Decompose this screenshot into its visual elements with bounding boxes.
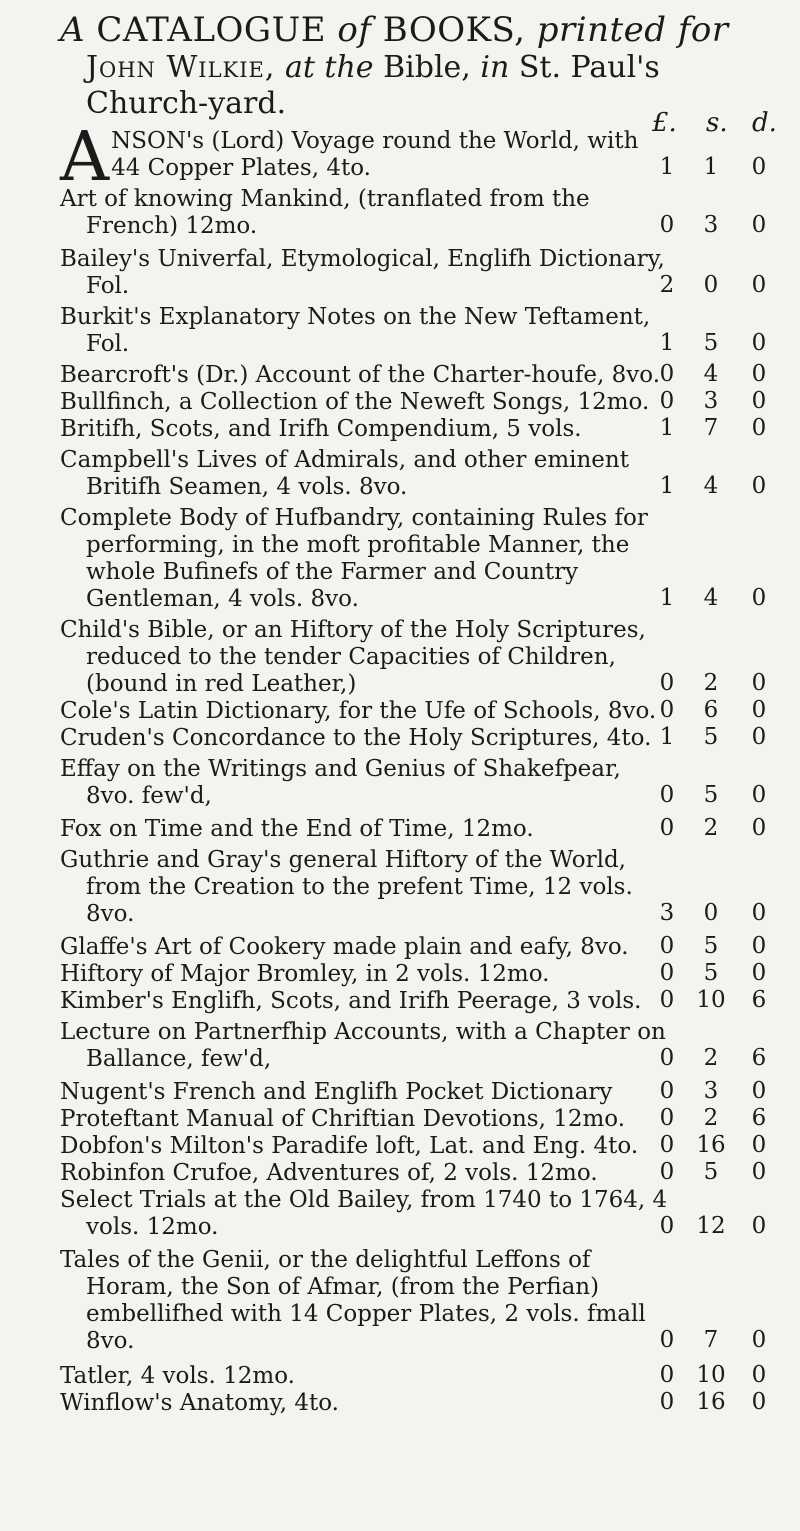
price-pence: 0 (751, 1213, 767, 1239)
book-price (652, 697, 782, 723)
book-entry (60, 362, 790, 389)
book-price (652, 670, 782, 696)
price-shillings: 5 (703, 782, 719, 808)
price-pence: 0 (751, 724, 767, 750)
price-pounds: 0 (659, 1132, 675, 1158)
header-printed-for: printed for (536, 10, 729, 50)
book-price (652, 782, 782, 808)
book-entry (60, 1390, 790, 1417)
book-entry (60, 1106, 790, 1133)
book-entry (60, 961, 790, 988)
book-title: Tatler, 4 vols. 12mo. (60, 1363, 295, 1389)
price-pounds: 0 (659, 933, 675, 959)
pounds-heading: £. (652, 108, 677, 138)
price-shillings: 7 (703, 415, 719, 441)
shillings-heading: s. (706, 108, 728, 138)
book-entry (60, 1133, 790, 1160)
book-entry (60, 698, 790, 725)
book-price (652, 272, 782, 298)
book-title: Proteftant Manual of Chriftian Devotions, 12mo. (60, 1106, 626, 1132)
header-line-2 (86, 50, 790, 86)
price-shillings: 2 (703, 1105, 719, 1131)
book-entry (60, 725, 790, 752)
header-line-3: Church-yard. (86, 86, 287, 121)
header-at-the: at the (284, 50, 374, 85)
book-entry (60, 756, 790, 810)
book-price (652, 415, 782, 441)
book-price (652, 1213, 782, 1239)
price-pence: 6 (751, 1105, 767, 1131)
book-entry (60, 304, 790, 358)
price-shillings: 5 (703, 1159, 719, 1185)
price-pence: 0 (751, 1078, 767, 1104)
price-pounds: 0 (659, 987, 675, 1013)
book-title: Tales of the Genii, or the delightful Leffons of Horam, the Son of Afmar, (from the Perfian) embellifhed with 14 Copper Plates, 2 vols. fmall 8vo. (60, 1247, 646, 1354)
book-price (652, 1389, 782, 1415)
book-title: Lecture on Partnerfhip Accounts, with a Chapter on Ballance, few'd, (60, 1019, 666, 1072)
price-pence: 0 (751, 697, 767, 723)
header-a: A (60, 10, 86, 50)
book-entry (60, 1160, 790, 1187)
price-shillings: 2 (703, 670, 719, 696)
price-shillings: 5 (703, 933, 719, 959)
book-price (652, 585, 782, 611)
price-shillings: 1 (703, 154, 719, 180)
price-pounds: 0 (659, 388, 675, 414)
header-books: BOOKS, (382, 10, 526, 50)
book-title: Cole's Latin Dictionary, for the Ufe of Schools, 8vo. (60, 698, 657, 724)
price-shillings: 7 (703, 1327, 719, 1353)
price-shillings: 5 (703, 960, 719, 986)
price-pounds: 0 (659, 670, 675, 696)
price-pounds: 1 (659, 724, 675, 750)
price-pounds: 0 (659, 1327, 675, 1353)
book-price (652, 212, 782, 238)
price-pounds: 1 (659, 473, 675, 499)
book-title: Select Trials at the Old Bailey, from 1740 to 1764, 4 vols. 12mo. (60, 1187, 668, 1240)
price-pounds: 0 (659, 960, 675, 986)
catalogue-header (60, 10, 790, 122)
price-pence: 0 (751, 933, 767, 959)
price-shillings: 16 (696, 1389, 726, 1415)
book-title: Fox on Time and the End of Time, 12mo. (60, 816, 534, 842)
header-of: of (337, 10, 372, 50)
price-pence: 0 (751, 388, 767, 414)
book-entry (60, 416, 790, 443)
book-entry (60, 1247, 790, 1355)
price-pounds: 0 (659, 1389, 675, 1415)
book-price (652, 473, 782, 499)
book-title: Britifh, Scots, and Irifh Compendium, 5 vols. (60, 416, 582, 442)
book-price (652, 1132, 782, 1158)
book-price (652, 154, 782, 180)
price-pounds: 0 (659, 1045, 675, 1071)
book-price (652, 1105, 782, 1131)
book-entry (60, 118, 790, 197)
price-pounds: 0 (659, 782, 675, 808)
price-shillings: 4 (703, 473, 719, 499)
price-pounds: 0 (659, 1105, 675, 1131)
price-pence: 0 (751, 154, 767, 180)
price-pounds: 0 (659, 1362, 675, 1388)
price-shillings: 4 (703, 585, 719, 611)
price-shillings: 2 (703, 815, 719, 841)
book-title: Robinfon Crufoe, Adventures of, 2 vols. 12mo. (60, 1160, 598, 1186)
book-title: Kimber's Englifh, Scots, and Irifh Peerage, 3 vols. (60, 988, 642, 1014)
price-pounds: 0 (659, 1213, 675, 1239)
price-shillings: 4 (703, 361, 719, 387)
book-title: Winflow's Anatomy, 4to. (60, 1390, 339, 1416)
price-pounds: 0 (659, 212, 675, 238)
book-title: Nugent's French and Englifh Pocket Dictionary (60, 1079, 613, 1105)
book-price (652, 724, 782, 750)
book-title: Complete Body of Hufbandry, containing Rules for performing, in the moft profitable Manner, the whole Bufinefs of the Farmer and Country Gentleman, 4 vols. 8vo. (60, 505, 648, 612)
price-shillings: 16 (696, 1132, 726, 1158)
book-price (652, 1159, 782, 1185)
price-shillings: 0 (703, 272, 719, 298)
price-shillings: 5 (703, 724, 719, 750)
price-pounds: 2 (659, 272, 675, 298)
price-pence: 0 (751, 272, 767, 298)
price-shillings: 3 (703, 212, 719, 238)
book-title: Cruden's Concordance to the Holy Scriptures, 4to. (60, 725, 652, 751)
book-entry (60, 934, 790, 961)
book-price (652, 900, 782, 926)
book-entry (60, 847, 790, 928)
book-title: Dobfon's Milton's Paradife loft, Lat. and Eng. 4to. (60, 1133, 639, 1159)
book-price (652, 987, 782, 1013)
book-list (60, 118, 790, 1417)
price-shillings: 5 (703, 330, 719, 356)
price-pounds: 0 (659, 361, 675, 387)
price-pence: 0 (751, 815, 767, 841)
price-shillings: 0 (703, 900, 719, 926)
book-entry (60, 246, 790, 300)
book-title: Bailey's Univerfal, Etymological, Englifh Dictionary, Fol. (60, 246, 665, 299)
book-title: Effay on the Writings and Genius of Shakefpear, 8vo. few'd, (60, 756, 621, 809)
book-title: Child's Bible, or an Hiftory of the Holy Scriptures, reduced to the tender Capacities of Children, (bound in red Leather,) (60, 617, 646, 697)
price-shillings: 3 (703, 1078, 719, 1104)
price-pence: 0 (751, 1327, 767, 1353)
book-price (652, 1327, 782, 1353)
price-pence: 0 (751, 415, 767, 441)
header-bible: Bible, (383, 50, 471, 85)
book-entry (60, 816, 790, 843)
price-pence: 0 (751, 473, 767, 499)
price-pence: 0 (751, 1132, 767, 1158)
book-title: Art of knowing Mankind, (tranflated from the French) 12mo. (60, 186, 590, 239)
price-shillings: 12 (696, 1213, 726, 1239)
price-pounds: 0 (659, 697, 675, 723)
price-pence: 0 (751, 330, 767, 356)
price-pence: 0 (751, 900, 767, 926)
price-shillings: 3 (703, 388, 719, 414)
book-price (652, 815, 782, 841)
book-title: ANSON's (Lord) Voyage round the World, with 44 Copper Plates, 4to. (60, 118, 639, 197)
book-entry (60, 1019, 790, 1073)
book-entry (60, 447, 790, 501)
price-pence: 6 (751, 1045, 767, 1071)
price-shillings: 6 (703, 697, 719, 723)
book-price (652, 933, 782, 959)
book-price (652, 361, 782, 387)
price-shillings: 10 (696, 1362, 726, 1388)
book-price (652, 330, 782, 356)
book-price (652, 388, 782, 414)
book-entry (60, 988, 790, 1015)
book-entry (60, 1187, 790, 1241)
book-title: Burkit's Explanatory Notes on the New Teftament, Fol. (60, 304, 651, 357)
header-bookseller-name: John Wilkie, (86, 50, 276, 85)
book-entry (60, 186, 790, 240)
book-price (652, 960, 782, 986)
price-pounds: 1 (659, 585, 675, 611)
price-pence: 0 (751, 212, 767, 238)
price-pence: 0 (751, 1362, 767, 1388)
price-pence: 0 (751, 670, 767, 696)
price-pounds: 0 (659, 1159, 675, 1185)
book-entry (60, 1363, 790, 1390)
book-price (652, 1045, 782, 1071)
price-pounds: 1 (659, 154, 675, 180)
price-shillings: 2 (703, 1045, 719, 1071)
price-pence: 0 (751, 1389, 767, 1415)
price-pence: 0 (751, 782, 767, 808)
header-in: in (480, 50, 510, 85)
header-place: St. Paul's (518, 50, 660, 85)
price-pounds: 1 (659, 330, 675, 356)
book-entry (60, 389, 790, 416)
book-title: Bullfinch, a Collection of the Neweft Songs, 12mo. (60, 389, 650, 415)
book-title: Bearcroft's (Dr.) Account of the Charter-houfe, 8vo. (60, 362, 660, 388)
price-pence: 0 (751, 585, 767, 611)
price-pounds: 0 (659, 815, 675, 841)
price-pounds: 3 (659, 900, 675, 926)
book-entry (60, 505, 790, 613)
pence-heading: d. (752, 108, 777, 138)
price-pence: 0 (751, 1159, 767, 1185)
book-title: Glaffe's Art of Cookery made plain and eafy, 8vo. (60, 934, 629, 960)
price-pence: 0 (751, 960, 767, 986)
book-title: Hiftory of Major Bromley, in 2 vols. 12mo. (60, 961, 550, 987)
price-shillings: 10 (696, 987, 726, 1013)
header-catalogue: CATALOGUE (96, 10, 327, 50)
book-price (652, 1362, 782, 1388)
book-entry (60, 1079, 790, 1106)
book-price (652, 1078, 782, 1104)
book-title: Campbell's Lives of Admirals, and other eminent Britifh Seamen, 4 vols. 8vo. (60, 447, 629, 500)
price-pounds: 0 (659, 1078, 675, 1104)
price-pence: 0 (751, 361, 767, 387)
book-title: Guthrie and Gray's general Hiftory of the World, from the Creation to the prefent Time, 12 vols. 8vo. (60, 847, 633, 927)
price-pence: 6 (751, 987, 767, 1013)
book-entry (60, 617, 790, 698)
header-line-1 (60, 10, 790, 50)
price-pounds: 1 (659, 415, 675, 441)
